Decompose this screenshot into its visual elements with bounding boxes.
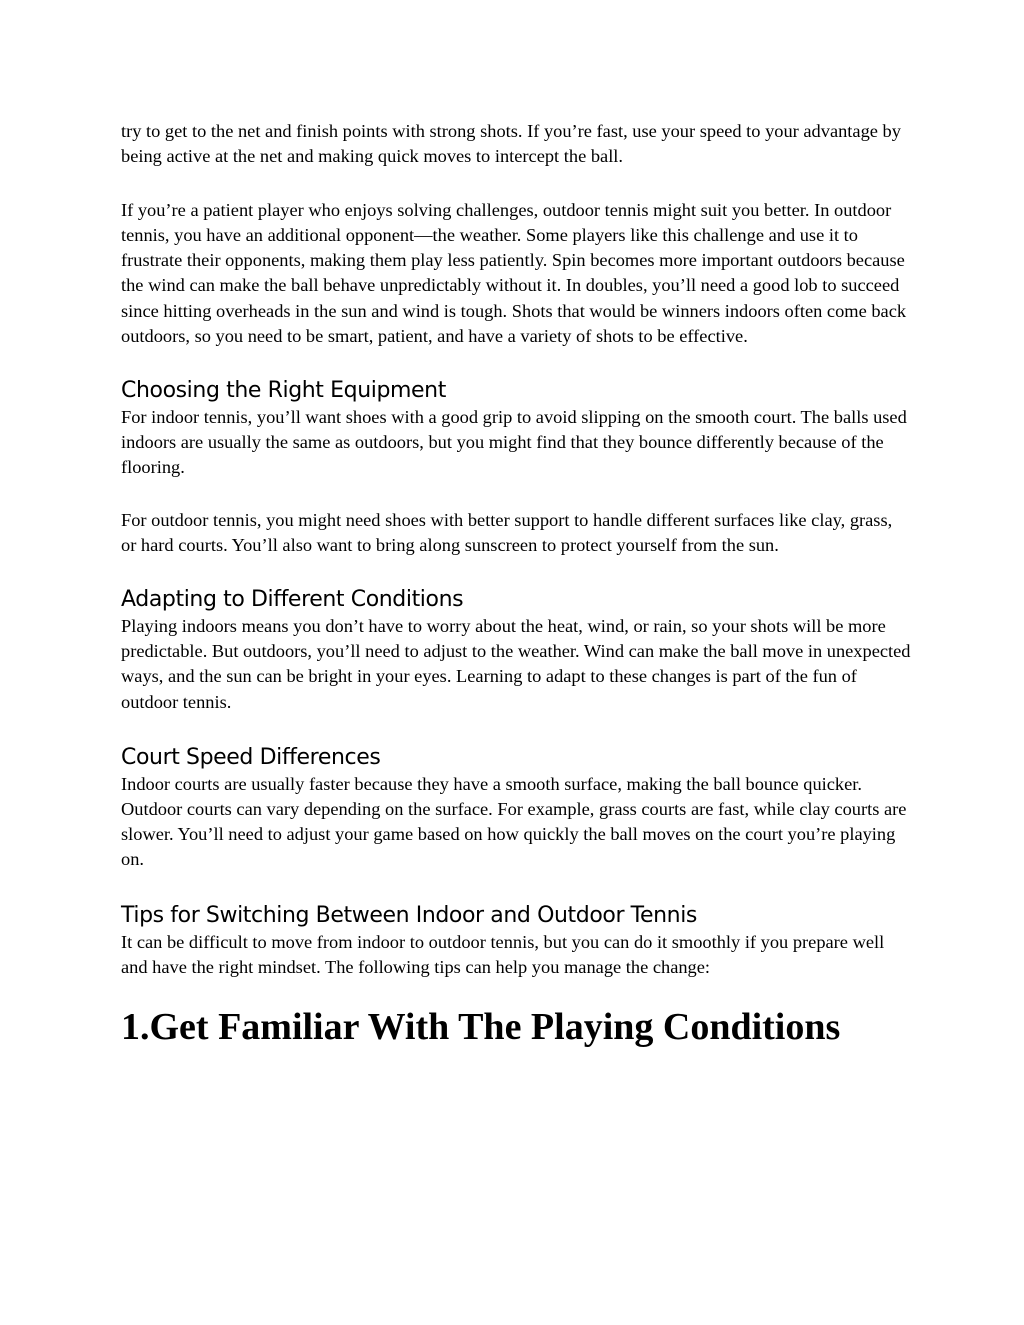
heading-familiar-conditions: 1.Get Familiar With The Playing Conditions — [121, 1006, 841, 1049]
paragraph-court-speed: Indoor courts are usually faster because they have a smooth surface, making the ball bounce quicker. Outdoor courts can vary depending on the surface. For example, grass courts are fast, while clay courts are slower. You’ll need to adjust your game based on how quickly the ball moves on the court you’re playing on. — [121, 773, 907, 869]
paragraph-patient-player: If you’re a patient player who enjoys solving challenges, outdoor tennis might suit you better. In outdoor tennis, you have an additional opponent—the weather. Some players like this challenge and use it to frustrate their opponents, making them play less patiently. Spin becomes more important outdoors because the wind can make the ball behave unpredictably without it. In doubles, you’ll need a good lob to succeed since hitting overheads in the sun and wind is tough. Shots that would be winners indoors often come back outdoors, so you need to be smart, patient, and have a variety of shots to be effective. — [121, 200, 907, 346]
heading-adapting-conditions: Adapting to Different Conditions — [121, 587, 464, 613]
paragraph-net-play: try to get to the net and finish points with strong shots. If you’re fast, use your speed to your advantage by being active at the net and making quick moves to intercept the ball. — [121, 121, 901, 167]
paragraph-outdoor-equipment: For outdoor tennis, you might need shoes with better support to handle different surfaces like clay, grass, or hard courts. You’ll also want to bring along sunscreen to protect yourself from the sun. — [121, 510, 893, 556]
paragraph-indoor-equipment: For indoor tennis, you’ll want shoes with a good grip to avoid slipping on the smooth court. The balls used indoors are usually the same as outdoors, but you might find that they bounce differently because of the flooring. — [121, 406, 907, 477]
heading-choosing-equipment: Choosing the Right Equipment — [121, 377, 446, 403]
document-page — [121, 119, 911, 1050]
heading-switching-tips: Tips for Switching Between Indoor and Outdoor Tennis — [121, 902, 697, 928]
paragraph-switching-intro: It can be difficult to move from indoor to outdoor tennis, but you can do it smoothly if you prepare well and have the right mindset. The following tips can help you manage the change: — [121, 931, 885, 978]
paragraph-adapting: Playing indoors means you don’t have to worry about the heat, wind, or rain, so your shots will be more predictable. But outdoors, you’ll need to adjust to the weather. Wind can make the ball move in unexpected ways, and the sun can be bright in your eyes. Learning to adapt to these changes is part of the fun of outdoor tennis. — [121, 616, 911, 712]
heading-court-speed: Court Speed Differences — [121, 744, 381, 770]
